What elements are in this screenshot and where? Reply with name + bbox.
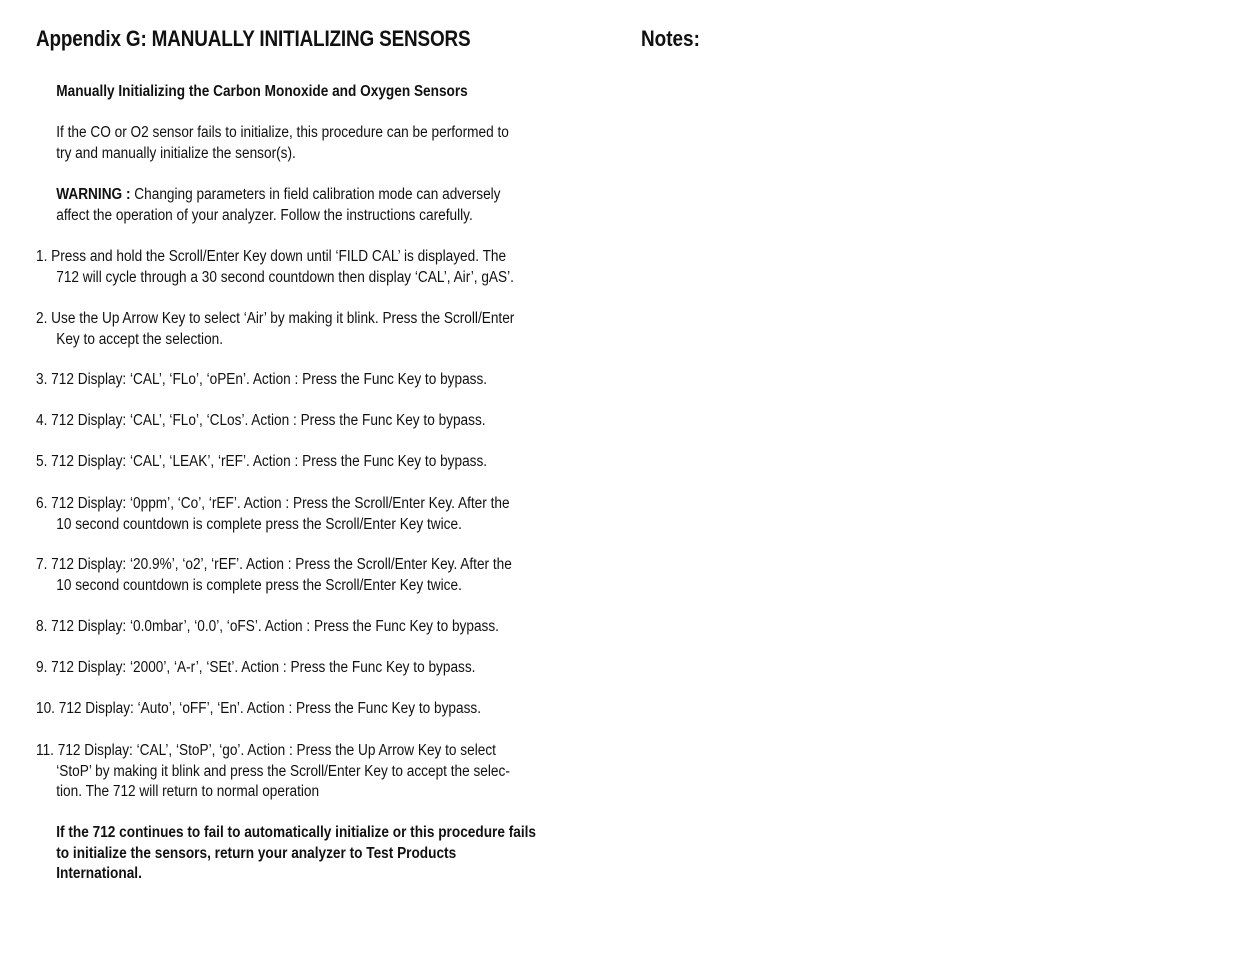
- section-heading-text: Manually Initializing the Carbon Monoxide and Oxygen Sensors: [56, 83, 468, 100]
- step-line: Key to accept the selection.: [56, 330, 224, 348]
- step-line: 712 will cycle through a 30 second countdown then display ‘CAL’, Air’, gAS’.: [56, 268, 514, 286]
- step-line: 2. Use the Up Arrow Key to select ‘Air’ by making it blink. Press the Scroll/Enter: [36, 310, 515, 327]
- page-title: Appendix G: MANUALLY INITIALIZING SENSORS: [36, 26, 471, 51]
- warning-line: affect the operation of your analyzer. Follow the instructions carefully.: [56, 206, 473, 224]
- step-9: [36, 658, 590, 679]
- step-10: [36, 699, 590, 720]
- step-line: 4. 712 Display: ‘CAL’, ‘FLo’, ‘CLos’. Action : Press the Func Key to bypass.: [36, 412, 486, 429]
- step-5: [36, 452, 590, 473]
- step-4: [36, 411, 590, 432]
- step-2: [36, 309, 590, 350]
- step-line: 6. 712 Display: ‘0ppm’, ‘Co’, ‘rEF’. Action : Press the Scroll/Enter Key. After the: [36, 495, 510, 512]
- intro-paragraph: [36, 123, 611, 164]
- step-line: 10 second countdown is complete press the Scroll/Enter Key twice.: [56, 576, 462, 594]
- step-3: [36, 370, 590, 391]
- intro-line: try and manually initialize the sensor(s).: [56, 144, 296, 162]
- step-line: 10. 712 Display: ‘Auto’, ‘oFF’, ‘En’. Action : Press the Func Key to bypass.: [36, 700, 482, 717]
- notes-title: Notes:: [641, 26, 700, 51]
- warning-label: WARNING :: [56, 186, 131, 203]
- closing-line: International.: [56, 865, 142, 883]
- step-1: [36, 247, 590, 288]
- step-6: [36, 494, 590, 535]
- left-column: [36, 24, 596, 883]
- step-8: [36, 617, 590, 638]
- right-column: [641, 24, 1201, 54]
- step-line: 7. 712 Display: ‘20.9%’, ‘o2’, ‘rEF’. Action : Press the Scroll/Enter Key. After the: [36, 556, 512, 573]
- closing-paragraph: [36, 823, 611, 885]
- warning-paragraph: [36, 185, 611, 226]
- warning-line: [56, 185, 610, 206]
- step-line: 1. Press and hold the Scroll/Enter Key down until ‘FILD CAL’ is displayed. The: [36, 248, 507, 265]
- step-line: 3. 712 Display: ‘CAL’, ‘FLo’, ‘oPEn’. Action : Press the Func Key to bypass.: [36, 371, 488, 388]
- step-line: 8. 712 Display: ‘0.0mbar’, ‘0.0’, ‘oFS’. Action : Press the Func Key to bypass.: [36, 618, 499, 635]
- step-line: 9. 712 Display: ‘2000’, ‘A-r’, ‘SEt’. Action : Press the Func Key to bypass.: [36, 659, 476, 676]
- warning-text: Changing parameters in field calibration mode can adversely: [130, 186, 501, 203]
- step-line: 10 second countdown is complete press the Scroll/Enter Key twice.: [56, 515, 462, 533]
- step-11: [36, 741, 590, 803]
- step-line: 5. 712 Display: ‘CAL’, ‘LEAK’, ‘rEF’. Action : Press the Func Key to bypass.: [36, 453, 488, 470]
- step-line: 11. 712 Display: ‘CAL’, ‘StoP’, ‘go’. Action : Press the Up Arrow Key to select: [36, 742, 496, 759]
- closing-line: to initialize the sensors, return your analyzer to Test Products: [56, 844, 457, 862]
- step-7: [36, 555, 590, 596]
- step-line: ‘StoP’ by making it blink and press the Scroll/Enter Key to accept the selec-: [56, 762, 510, 780]
- section-heading: [36, 82, 611, 103]
- step-line: tion. The 712 will return to normal operation: [56, 783, 320, 801]
- intro-line: If the CO or O2 sensor fails to initialize, this procedure can be performed to: [56, 124, 509, 141]
- closing-line: If the 712 continues to fail to automatically initialize or this procedure fails: [56, 824, 537, 841]
